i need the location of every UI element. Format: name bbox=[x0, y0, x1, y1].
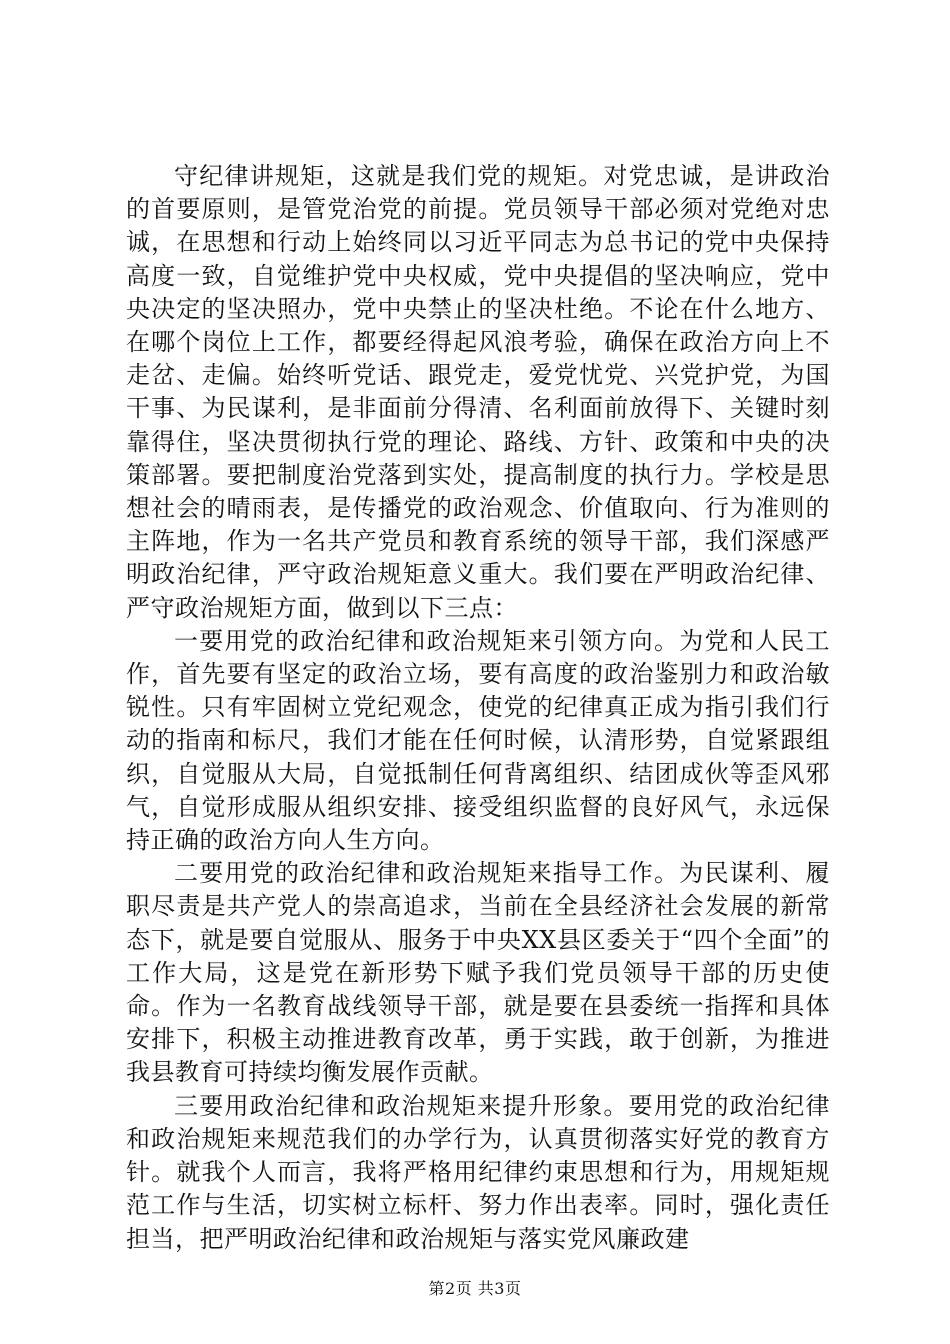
paragraph-4: 三要用政治纪律和政治规矩来提升形象。要用党的政治纪律和政治规矩来规范我们的办学行为，认真贯彻落实好党的教育方针。就我个人而言，我将严格用纪律约束思想和行为，用规矩规范工作与生活，切实树立标杆、努力作出表率。同时，强化责任担当，把严明政治纪律和政治规矩与落实党风廉政建 bbox=[126, 1091, 830, 1253]
page-footer: 第2页 共3页 bbox=[428, 1279, 522, 1298]
document-body bbox=[126, 160, 830, 1256]
paragraph-2: 一要用党的政治纪律和政治规矩来引领方向。为党和人民工作，首先要有坚定的政治立场，要有高度的政治鉴别力和政治敏锐性。只有牢固树立党纪观念，使党的纪律真正成为指引我们行动的指南和标尺，我们才能在任何时候，认清形势，自觉紧跟组织，自觉服从大局，自觉抵制任何背离组织、结团成伙等歪风邪气，自觉形成服从组织安排、接受组织监督的良好风气，永远保持正确的政治方向人生方向。 bbox=[126, 626, 830, 855]
paragraph-3: 二要用党的政治纪律和政治规矩来指导工作。为民谋利、履职尽责是共产党人的崇高追求，当前在全县经济社会发展的新常态下，就是要自觉服从、服务于中央XX县区委关于“四个全面”的工作大局，这是党在新形势下赋予我们党员领导干部的历史使命。作为一名教育战线领导干部，就是要在县委统一指挥和具体安排下，积极主动推进教育改革，勇于实践，敢于创新，为推进我县教育可持续均衡发展作贡献。 bbox=[126, 859, 830, 1087]
paragraph-1: 守纪律讲规矩，这就是我们党的规矩。对党忠诚，是讲政治的首要原则，是管党治党的前提。党员领导干部必须对党绝对忠诚，在思想和行动上始终同以习近平同志为总书记的党中央保持高度一致，自觉维护党中央权威，党中央提倡的坚决响应，党中央决定的坚决照办，党中央禁止的坚决杜绝。不论在什么地方、在哪个岗位上工作，都要经得起风浪考验，确保在政治方向上不走岔、走偏。始终听党话、跟党走，爱党忧党、兴党护党，为国干事、为民谋利，是非面前分得清、名利面前放得下、关键时刻靠得住，坚决贯彻执行党的理论、路线、方针、政策和中央的决策部署。要把制度治党落到实处，提高制度的执行力。学校是思想社会的晴雨表，是传播党的政治观念、价值取向、行为准则的主阵地，作为一名共产党员和教育系统的领导干部，我们深感严明政治纪律，严守政治规矩意义重大。我们要在严明政治纪律、严守政治规矩方面，做到以下三点： bbox=[126, 162, 830, 622]
